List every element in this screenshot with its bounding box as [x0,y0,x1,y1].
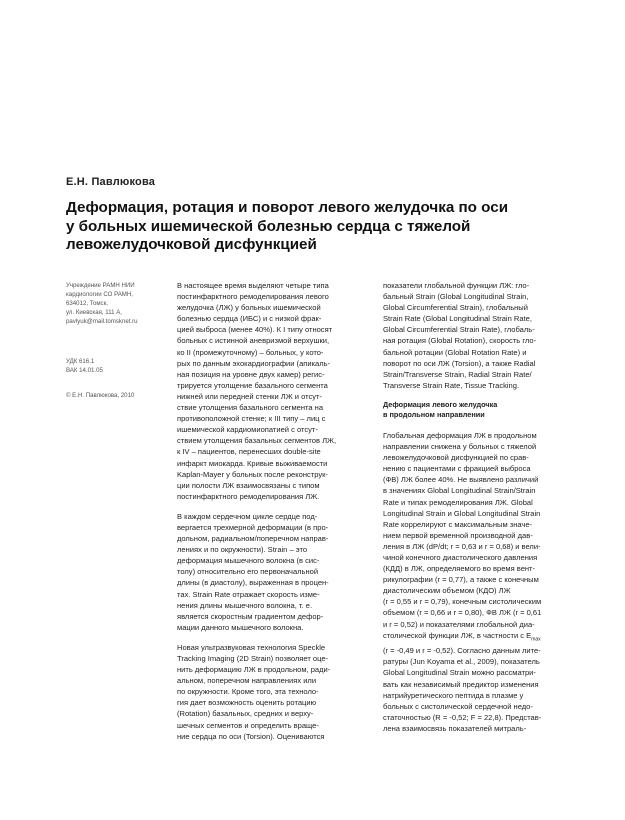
text-line: (r = -0,49 и r = -0,52). Согласно данным лите- [383,646,541,656]
copyright-notice [66,391,161,400]
affiliation-line: Учреждение РАМН НИИ [66,282,135,289]
text-line: лена взаимосвязь показателей митраль- [383,723,527,733]
text-line: ления в ЛЖ (dP/dt; r = 0,63 и r = 0,68) и вели- [383,541,541,551]
paragraph-longitudinal-deformation [383,430,573,734]
text-line: Strain/Transverse Strain, Radial Strain Rate/ [383,369,532,379]
text-line: длины (в диастолу), выраженная в процен- [177,578,329,588]
title-line: левожелудочковой дисфункцией [66,236,317,254]
text-line: Глобальная деформация ЛЖ в продольном [383,430,537,440]
text-line: бальный Strain (Global Longitudinal Strain, [383,292,529,302]
text-line: желудочка (ЛЖ) у больных ишемической [177,303,321,313]
text-line: столической функции ЛЖ, в частности с $E_{max}$ [383,630,541,643]
text-line: по окружности. Кроме того, эта техноло- [177,687,319,697]
paragraph-global-function [383,280,573,391]
text-line: направлении снижена у больных с тяжелой [383,442,537,452]
vak-code: ВАК 14.01.05 [66,367,103,375]
text-line: в продольном направлении [383,410,485,420]
text-line: является скоростным градиентом дефор- [177,611,324,621]
text-column-1 [177,280,367,751]
affiliation-line: кардиологии СО РАМН, [66,291,133,299]
text-line: шечных сегментов и определить враще- [177,720,319,730]
text-line: деформация мышечного волокна (в сис- [177,556,320,566]
text-line: чиной конечного диастолического давления [383,552,538,562]
text-line: гия дает возможность оценить ротацию [177,698,317,708]
title-line: у больных ишемической болезнью сердца с тяжелой [66,217,471,235]
text-line: рикулографии (r = 0,77), а также с конечным [383,575,539,585]
text-line: постинфарктного ремоделирования ЛЖ. [177,491,320,501]
text-line: В каждом сердечном цикле сердце под- [177,511,318,521]
text-line: (ФВ) ЛЖ более 40%. Не выявлено различий [383,475,539,485]
text-line: Новая ультразвуковая технология Speckle [177,642,326,652]
text-line: постинфарктного ремоделирования левого [177,292,329,302]
udc-code: УДК 616.1 [66,358,95,365]
text-line: ствие утолщения базального сегмента на [177,403,324,413]
text-line: В настоящее время выделяют четыре типа [177,281,329,290]
text-line: трируется утолщение базального сегмента [177,380,328,390]
text-line: Rate коррелируют с максимальным значе- [383,519,533,529]
paragraph-remodeling-types [177,280,367,502]
text-line: ции полости ЛЖ взаимосвязаны с типом [177,480,320,490]
text-line: противоположной стенке; к III типу – лиц с [177,414,326,424]
text-line: Деформация левого желудочка [383,399,498,409]
text-line: больных с систолической сердечной недо- [383,701,533,711]
text-line: Longitudinal Strain и Global Longitudinal Strain [383,508,541,518]
text-line: (Rotation) базальных, средних и верху- [177,709,314,719]
classification-codes [66,357,161,375]
text-line: (r = 0,55 и r = 0,79), конечным систолическим [383,597,542,607]
text-line: показатели глобальной функции ЛЖ: гло- [383,281,530,290]
text-line: (КДД) в ЛЖ, определяемого во время вент- [383,564,536,574]
text-line: ишемической кардиомиопатией с отсут- [177,425,318,435]
text-line: в значениях Global Longitudinal Strain/Strain [383,486,536,496]
article-title [66,199,566,255]
paragraph-speckle-tracking [177,642,367,742]
text-line: лениях и по окружности). Strain – это [177,545,308,555]
text-line: ратуры (Jun Koyama et al., 2009), показатель [383,657,540,667]
text-line: Transverse Strain Rate, Tissue Tracking. [383,380,520,390]
text-line: нижней или передней стенки ЛЖ и отсут- [177,391,323,401]
text-line: мации данного мышечного волокна. [177,622,304,632]
affiliation-email[interactable]: pavlyuk@mail.tomsknet.ru [66,318,138,326]
text-line: ко II (промежуточному) – больных, у кото- [177,347,324,357]
text-line: статочностью (R = -0,52; F = 22,8). Представ- [383,712,542,722]
text-line: нить деформацию ЛЖ в продольном, ради- [177,665,331,675]
text-line: поворот по оси ЛЖ (Torsion), а также Radial [383,358,536,368]
text-line: нению с пациентами с фракцией выброса [383,464,531,474]
text-line: нения длины мышечного волокна, т. е. [177,600,313,610]
text-line: Global Circumferential Strain), глобальный [383,303,528,313]
author-name: Е.Н. Павлюкова [66,176,156,188]
text-line: ние сердца по оси (Torsion). Оцениваются [177,731,325,741]
text-line: натрийуретического пептида в плазме у [383,690,524,700]
text-line: Global Longitudinal Strain можно рассматри- [383,668,536,678]
text-line: цией выброса (менее 40%). К I типу относят [177,325,333,335]
text-line: рых по данным эхокардиографии (апикаль- [177,358,331,368]
title-line: Деформация, ротация и поворот левого желудочка по оси [66,199,509,216]
paragraph-strain-definition [177,511,367,633]
text-line: и r = 0,52) и показателями глобальной диа- [383,619,535,629]
text-line: бальной ротации (Global Rotation Rate) и [383,347,527,357]
affiliation-line: ул. Киевская, 111 А, [66,309,123,317]
text-line: Rate и типах ремоделирования ЛЖ. Global [383,497,533,507]
text-line: вергается трехмерной деформации (в про- [177,522,329,532]
text-line: диастолическим объемом (КДО) ЛЖ [383,586,511,596]
text-line: Kaplan-Mayer у больных после реконструк- [177,469,328,479]
text-line: толу) относительно его первоначальной [177,567,319,577]
text-line: к IV – пациентов, перенесших double-site [177,447,321,457]
text-line: нием первой временной производной дав- [383,530,533,540]
text-line: ствием утолщения базальных сегментов ЛЖ, [177,436,337,446]
text-line: Strain Rate (Global Longitudinal Strain Rate, [383,314,532,324]
text-line: болезнью сердца (ИБС) и с низкой фрак- [177,314,322,324]
text-line: ная позиция на уровне двух камер) регис- [177,369,325,379]
text-line: Global Circumferential Strain Rate), глобаль- [383,325,535,335]
text-line: дольном, радиальном/поперечном направ- [177,534,329,544]
text-line: альном, поперечном направлениях или [177,676,317,686]
affiliation [66,281,161,326]
section-heading [383,400,573,421]
affiliation-line: 634012, Томск, [66,300,108,308]
text-line: вать как независимый предиктор изменения [383,679,539,689]
text-line: тах. Strain Rate отражает скорость изме- [177,589,320,599]
text-line: Tracking Imaging (2D Strain) позволяет оце- [177,654,329,663]
text-line: инфаркт миокарда. Кривые выживаемости [177,458,328,468]
copyright-text: © Е.Н. Павлюкова, 2010 [66,392,135,399]
text-line: ная ротация (Global Rotation), скорость гло- [383,336,537,346]
text-column-2 [383,280,573,743]
text-line: левожелудочковой дисфункцией по срав- [383,453,529,463]
text-line: больных с истинной аневризмой верхушки, [177,336,330,346]
text-line: объемом (r = 0,66 и r = 0,80), ФВ ЛЖ (r = 0,61 [383,608,542,618]
